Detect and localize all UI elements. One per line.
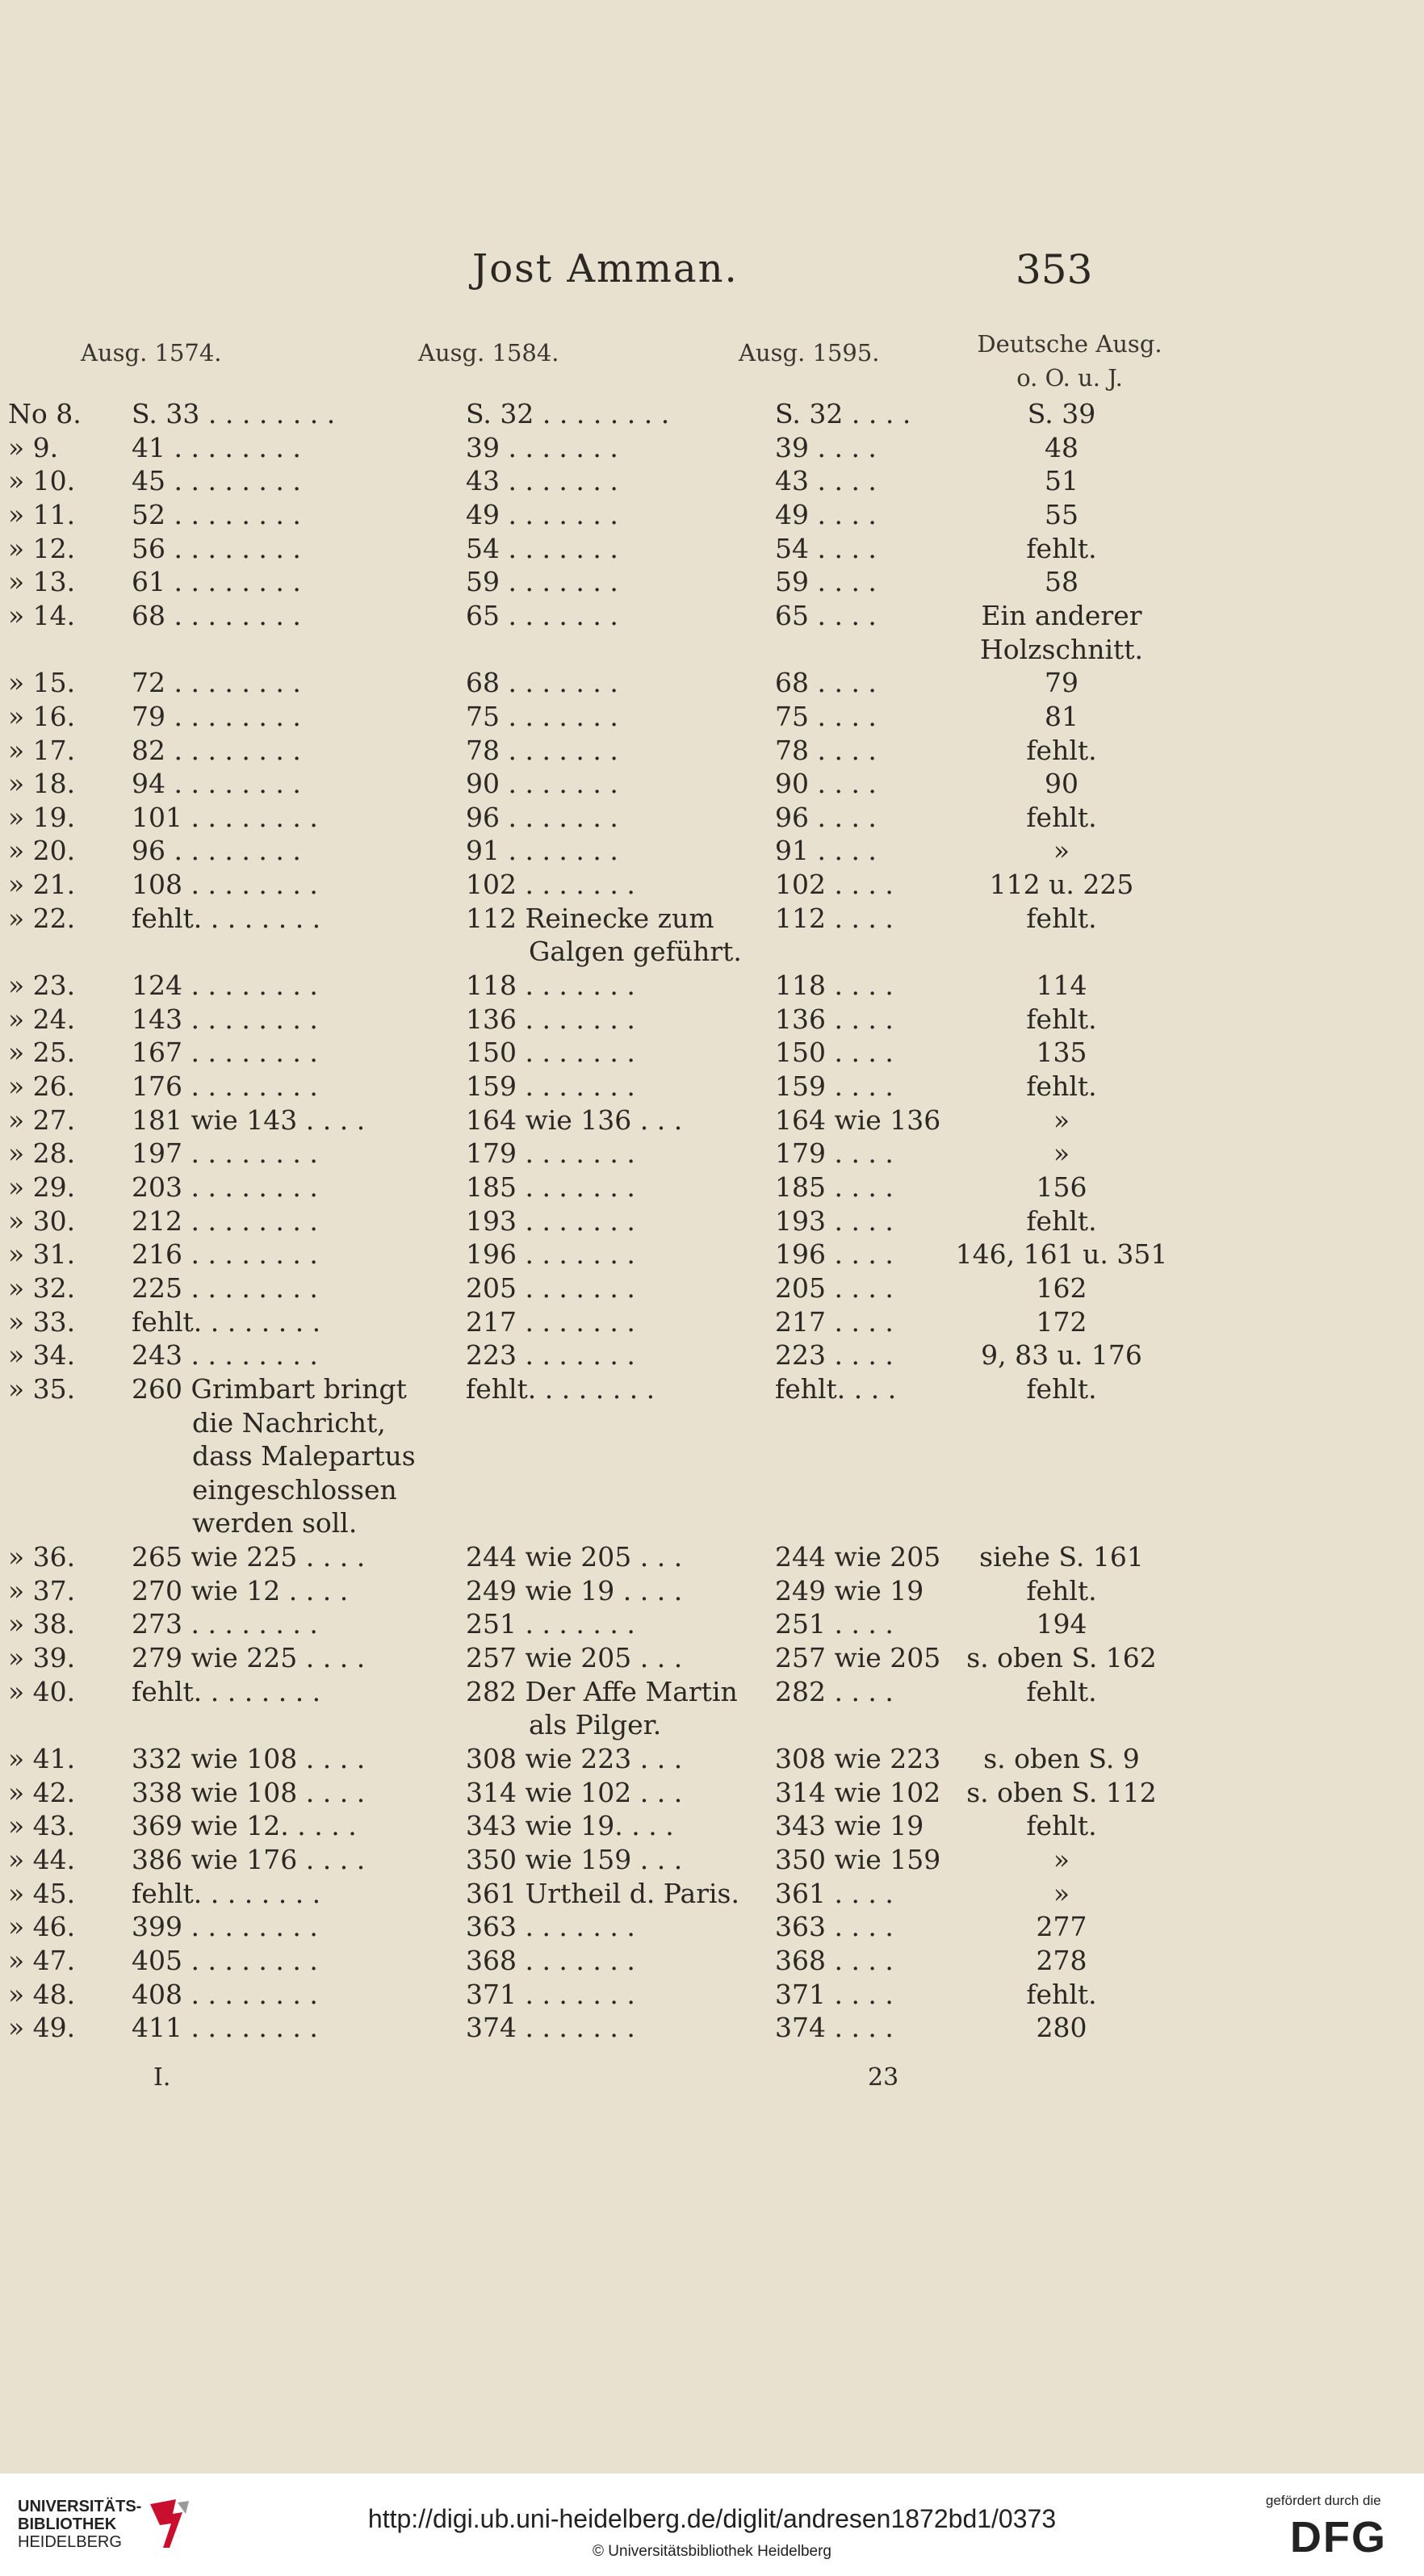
cell-no: No 8. xyxy=(8,398,82,429)
cell-a1584: 49 . . . . . . . xyxy=(466,498,618,530)
cell-a1584: 96 . . . . . . . xyxy=(466,801,618,833)
cell-a1584: 249 wie 19 . . . . xyxy=(466,1574,683,1606)
cell-a1584: 112 Reinecke zum xyxy=(466,902,714,934)
cell-dt: fehlt. xyxy=(1026,1574,1097,1606)
cell-dt: 172 xyxy=(1036,1305,1087,1338)
cell-a1584: 308 wie 223 . . . xyxy=(466,1743,683,1774)
cell-dt: 90 xyxy=(1045,768,1078,800)
cell-a1595: 368 . . . . xyxy=(775,1944,894,1976)
cell-a1595: 43 . . . . xyxy=(775,465,877,497)
cell-no: » 15. xyxy=(8,667,76,699)
cell-a1595: 96 . . . . xyxy=(775,801,877,833)
cell-a1584: 78 . . . . . . . xyxy=(466,734,618,766)
cell-no: » 21. xyxy=(8,869,76,901)
cell-a1595: 374 . . . . xyxy=(775,2012,894,2044)
cell-a1584: 43 . . . . . . . xyxy=(466,465,618,497)
cell-a1584: 361 Urtheil d. Paris. xyxy=(466,1877,739,1909)
cell-no: » 28. xyxy=(8,1137,76,1170)
cell-dt: 58 xyxy=(1045,566,1078,598)
cell-a1574: 405 . . . . . . . . xyxy=(132,1944,318,1976)
cell-a1584: 217 . . . . . . . xyxy=(466,1305,635,1338)
cell-dt: 79 xyxy=(1045,667,1078,699)
cell-no: » 27. xyxy=(8,1104,76,1136)
cell-no: » 36. xyxy=(8,1541,76,1573)
cell-a1584: 91 . . . . . . . xyxy=(466,835,618,867)
cell-no: » 48. xyxy=(8,1978,76,2010)
page-number: 353 xyxy=(1016,246,1093,293)
cell-a1574: 216 . . . . . . . . xyxy=(132,1238,318,1271)
cell-a1595: 179 . . . . xyxy=(775,1137,894,1170)
logo-line-1: UNIVERSITÄTS- xyxy=(18,2498,142,2515)
cell-a1574: 143 . . . . . . . . xyxy=(132,1003,318,1035)
cell-dt: fehlt. xyxy=(1026,1675,1097,1707)
cell-no: » 42. xyxy=(8,1776,76,1808)
copyright-notice: © Universitätsbibliothek Heidelberg xyxy=(593,2543,831,2560)
cell-no: » 41. xyxy=(8,1743,76,1774)
cell-dt: 146, 161 u. 351 xyxy=(955,1238,1168,1271)
cell-no: » 33. xyxy=(8,1305,76,1338)
cell-no: » 24. xyxy=(8,1003,76,1035)
cell-a1574: 72 . . . . . . . . xyxy=(132,667,301,699)
cell-no: » 25. xyxy=(8,1037,76,1069)
cell-no: » 38. xyxy=(8,1608,76,1640)
cell-a1574: 225 . . . . . . . . xyxy=(132,1271,318,1304)
column-header-1574: Ausg. 1574. xyxy=(81,339,222,367)
cell-a1584: 39 . . . . . . . xyxy=(466,431,618,463)
cell-dt: » xyxy=(1053,1877,1070,1909)
cell-a1574: fehlt. . . . . . . . xyxy=(132,1305,321,1338)
cell-a1584: 68 . . . . . . . xyxy=(466,667,618,699)
cell-a1584: 164 wie 136 . . . xyxy=(466,1104,683,1136)
cell-dt: fehlt. xyxy=(1026,532,1097,564)
cell-dt: 135 xyxy=(1036,1037,1087,1069)
cell-dt: » xyxy=(1053,835,1070,867)
cell-a1574: fehlt. . . . . . . . xyxy=(132,1675,321,1707)
cell-a1584: 257 wie 205 . . . xyxy=(466,1642,683,1674)
cell-a1595: 164 wie 136 xyxy=(775,1104,941,1136)
cell-a1595: 159 . . . . xyxy=(775,1070,894,1102)
cell-a1584: 159 . . . . . . . xyxy=(466,1070,635,1102)
cell-no: » 29. xyxy=(8,1171,76,1203)
cell-a1584: 90 . . . . . . . xyxy=(466,768,618,800)
cell-no: » 12. xyxy=(8,532,76,564)
cell-a1595: 363 . . . . xyxy=(775,1911,894,1943)
cell-a1595: S. 32 . . . . xyxy=(775,398,911,429)
cell-a1584: S. 32 . . . . . . . . xyxy=(466,398,670,429)
cell-a1574: 45 . . . . . . . . xyxy=(132,465,301,497)
cell-a1574: 61 . . . . . . . . xyxy=(132,566,301,598)
cell-dt: 9, 83 u. 176 xyxy=(981,1339,1142,1372)
cell-a1574: 68 . . . . . . . . xyxy=(132,599,301,631)
cell-a1584: 75 . . . . . . . xyxy=(466,700,618,732)
cell-a1584: 102 . . . . . . . xyxy=(466,869,635,901)
cell-a1595: 314 wie 102 xyxy=(775,1776,941,1808)
cell-a1595: 78 . . . . xyxy=(775,734,877,766)
cell-no: » 40. xyxy=(8,1675,76,1707)
cell-a1574: S. 33 . . . . . . . . xyxy=(132,398,336,429)
cell-dt: fehlt. xyxy=(1026,902,1097,934)
logo-line-2: BIBLIOTHEK xyxy=(18,2515,117,2533)
cell-no: » 16. xyxy=(8,700,76,732)
cell-no: » 30. xyxy=(8,1204,76,1237)
cell-dt: s. oben S. 162 xyxy=(966,1642,1157,1674)
cell-a1584: 350 wie 159 . . . xyxy=(466,1843,683,1875)
cell-a1574: 243 . . . . . . . . xyxy=(132,1339,318,1372)
cell-a1584: 368 . . . . . . . xyxy=(466,1944,635,1976)
cell-no: » 44. xyxy=(8,1843,76,1875)
cell-a1584: 371 . . . . . . . xyxy=(466,1978,635,2010)
cell-a1595: 361 . . . . xyxy=(775,1877,894,1909)
cell-a1595: 91 . . . . xyxy=(775,835,877,867)
cell-dt: 48 xyxy=(1045,431,1078,463)
cell-no: » 32. xyxy=(8,1271,76,1304)
cell-no: » 45. xyxy=(8,1877,76,1909)
cell-dt: 280 xyxy=(1036,2012,1087,2044)
cell-no: » 18. xyxy=(8,768,76,800)
cell-a1574: 279 wie 225 . . . . xyxy=(132,1642,366,1674)
running-head-title: Jost Amman. xyxy=(472,246,739,291)
cell-dt: s. oben S. 112 xyxy=(966,1776,1157,1808)
column-header-deutsche xyxy=(961,327,1179,395)
cell-no: » 17. xyxy=(8,734,76,766)
cell-a1584: 251 . . . . . . . xyxy=(466,1608,635,1640)
cell-a1574: 411 . . . . . . . . xyxy=(132,2012,318,2044)
cell-a1584: 54 . . . . . . . xyxy=(466,532,618,564)
cell-a1584: als Pilger. xyxy=(529,1709,662,1741)
cell-no: » 20. xyxy=(8,835,76,867)
cell-a1584: 374 . . . . . . . xyxy=(466,2012,635,2044)
cell-a1574: 265 wie 225 . . . . xyxy=(132,1541,366,1573)
cell-dt: Ein anderer xyxy=(981,599,1142,631)
column-header-1595: Ausg. 1595. xyxy=(739,339,880,367)
cell-a1595: 185 . . . . xyxy=(775,1171,894,1203)
cell-dt: 112 u. 225 xyxy=(989,869,1134,901)
cell-dt: 114 xyxy=(1036,970,1087,1002)
column-header-deutsche-line1: Deutsche Ausg. xyxy=(977,330,1162,358)
cell-a1595: 223 . . . . xyxy=(775,1339,894,1372)
signature-number: 23 xyxy=(868,2063,899,2092)
cell-no: » 13. xyxy=(8,566,76,598)
cell-a1595: 308 wie 223 xyxy=(775,1743,941,1774)
cell-dt: 194 xyxy=(1036,1608,1087,1640)
cell-a1595: 150 . . . . xyxy=(775,1037,894,1069)
dfg-logo: DFG xyxy=(1290,2513,1387,2561)
cell-a1574: 260 Grimbart bringt xyxy=(132,1372,407,1405)
cell-a1595: 68 . . . . xyxy=(775,667,877,699)
cell-a1574: 56 . . . . . . . . xyxy=(132,532,301,564)
cell-a1595: 217 . . . . xyxy=(775,1305,894,1338)
permalink-url[interactable]: http://digi.ub.uni-heidelberg.de/diglit/andresen1872bd1/0373 xyxy=(367,2504,1057,2533)
cell-dt: » xyxy=(1053,1137,1070,1170)
cell-a1584: 136 . . . . . . . xyxy=(466,1003,635,1035)
cell-a1574: die Nachricht, xyxy=(192,1406,386,1439)
cell-a1574: 386 wie 176 . . . . xyxy=(132,1843,366,1875)
cell-a1595: 136 . . . . xyxy=(775,1003,894,1035)
cell-no: » 49. xyxy=(8,2012,76,2044)
cell-no: » 34. xyxy=(8,1339,76,1372)
cell-a1584: 205 . . . . . . . xyxy=(466,1271,635,1304)
cell-dt: 55 xyxy=(1045,498,1078,530)
cell-a1584: 196 . . . . . . . xyxy=(466,1238,635,1271)
cell-no: » 26. xyxy=(8,1070,76,1102)
cell-dt: S. 39 xyxy=(1027,398,1096,429)
cell-a1595: 75 . . . . xyxy=(775,700,877,732)
cell-a1584: 118 . . . . . . . xyxy=(466,970,635,1002)
cell-a1574: 273 . . . . . . . . xyxy=(132,1608,318,1640)
cell-a1584: 65 . . . . . . . xyxy=(466,599,618,631)
cell-a1595: 59 . . . . xyxy=(775,566,877,598)
cell-a1574: fehlt. . . . . . . . xyxy=(132,902,321,934)
cell-dt: siehe S. 161 xyxy=(979,1541,1144,1573)
cell-no: » 11. xyxy=(8,498,76,530)
cell-a1574: 96 . . . . . . . . xyxy=(132,835,301,867)
cell-dt: fehlt. xyxy=(1026,801,1097,833)
cell-a1584: 185 . . . . . . . xyxy=(466,1171,635,1203)
cell-dt: fehlt. xyxy=(1026,1810,1097,1842)
cell-a1595: 49 . . . . xyxy=(775,498,877,530)
cell-no: » 37. xyxy=(8,1574,76,1606)
cell-a1574: 41 . . . . . . . . xyxy=(132,431,301,463)
signature-mark: I. xyxy=(153,2063,171,2092)
cell-a1574: 399 . . . . . . . . xyxy=(132,1911,318,1943)
cell-no: » 9. xyxy=(8,431,59,463)
cell-a1595: 90 . . . . xyxy=(775,768,877,800)
cell-a1584: 150 . . . . . . . xyxy=(466,1037,635,1069)
cell-dt: fehlt. xyxy=(1026,734,1097,766)
cell-a1595: 39 . . . . xyxy=(775,431,877,463)
column-header-deutsche-line2: o. O. u. J. xyxy=(1016,364,1123,392)
cell-dt: fehlt. xyxy=(1026,1978,1097,2010)
cell-a1574: 197 . . . . . . . . xyxy=(132,1137,318,1170)
cell-a1584: 282 Der Affe Martin xyxy=(466,1675,738,1707)
cell-dt: 51 xyxy=(1045,465,1078,497)
cell-a1584: fehlt. . . . . . . . xyxy=(466,1372,655,1405)
cell-a1584: 223 . . . . . . . xyxy=(466,1339,635,1372)
cell-no: » 39. xyxy=(8,1642,76,1674)
cell-no: » 35. xyxy=(8,1372,76,1405)
cell-a1595: 65 . . . . xyxy=(775,599,877,631)
cell-no: » 22. xyxy=(8,902,76,934)
cell-a1584: 314 wie 102 . . . xyxy=(466,1776,683,1808)
cell-dt: 278 xyxy=(1036,1944,1087,1976)
cell-a1595: 205 . . . . xyxy=(775,1271,894,1304)
cell-dt: 81 xyxy=(1045,700,1078,732)
cell-a1584: 59 . . . . . . . xyxy=(466,566,618,598)
cell-a1595: 350 wie 159 xyxy=(775,1843,941,1875)
cell-dt: Holzschnitt. xyxy=(979,633,1144,665)
cell-no: » 19. xyxy=(8,801,76,833)
cell-a1574: eingeschlossen xyxy=(192,1473,397,1506)
cell-dt: 156 xyxy=(1036,1171,1087,1203)
cell-a1584: 179 . . . . . . . xyxy=(466,1137,635,1170)
cell-dt: s. oben S. 9 xyxy=(983,1743,1140,1774)
cell-a1595: 102 . . . . xyxy=(775,869,894,901)
cell-no: » 43. xyxy=(8,1810,76,1842)
cell-a1595: 193 . . . . xyxy=(775,1204,894,1237)
cell-a1595: 257 wie 205 xyxy=(775,1642,941,1674)
cell-a1574: 101 . . . . . . . . xyxy=(132,801,318,833)
cell-a1574: 338 wie 108 . . . . xyxy=(132,1776,366,1808)
cell-a1584: Galgen geführt. xyxy=(529,936,742,968)
cell-a1574: dass Malepartus xyxy=(192,1440,416,1472)
cell-a1584: 244 wie 205 . . . xyxy=(466,1541,683,1573)
cell-a1574: 332 wie 108 . . . . xyxy=(132,1743,366,1774)
cell-a1595: 112 . . . . xyxy=(775,902,894,934)
cell-a1574: 94 . . . . . . . . xyxy=(132,768,301,800)
cell-a1595: 244 wie 205 xyxy=(775,1541,941,1573)
cell-a1595: 54 . . . . xyxy=(775,532,877,564)
cell-a1595: fehlt. . . . xyxy=(775,1372,897,1405)
cell-dt: fehlt. xyxy=(1026,1003,1097,1035)
cell-dt: fehlt. xyxy=(1026,1204,1097,1237)
cell-a1584: 193 . . . . . . . xyxy=(466,1204,635,1237)
cell-a1595: 249 wie 19 xyxy=(775,1574,924,1606)
cell-a1574: 79 . . . . . . . . xyxy=(132,700,301,732)
cell-dt: fehlt. xyxy=(1026,1372,1097,1405)
cell-a1595: 251 . . . . xyxy=(775,1608,894,1640)
cell-a1595: 196 . . . . xyxy=(775,1238,894,1271)
cell-a1574: 270 wie 12 . . . . xyxy=(132,1574,349,1606)
cell-dt: » xyxy=(1053,1104,1070,1136)
funding-note: gefördert durch die xyxy=(1266,2493,1381,2508)
cell-no: » 47. xyxy=(8,1944,76,1976)
cell-no: » 46. xyxy=(8,1911,76,1943)
cell-no: » 10. xyxy=(8,465,76,497)
cell-dt: 277 xyxy=(1036,1911,1087,1943)
cell-no: » 23. xyxy=(8,970,76,1002)
cell-a1584: 363 . . . . . . . xyxy=(466,1911,635,1943)
library-footer xyxy=(0,2473,1424,2576)
cell-a1574: 212 . . . . . . . . xyxy=(132,1204,318,1237)
cell-a1574: 181 wie 143 . . . . xyxy=(132,1104,366,1136)
cell-a1574: 408 . . . . . . . . xyxy=(132,1978,318,2010)
cell-no: » 31. xyxy=(8,1238,76,1271)
cell-a1584: 343 wie 19. . . . xyxy=(466,1810,674,1842)
cell-a1595: 343 wie 19 xyxy=(775,1810,924,1842)
cell-a1595: 282 . . . . xyxy=(775,1675,894,1707)
cell-no: » 14. xyxy=(8,599,76,631)
logo-line-3: HEIDELBERG xyxy=(18,2533,122,2551)
cell-a1574: 369 wie 12. . . . . xyxy=(132,1810,357,1842)
cell-a1574: 203 . . . . . . . . xyxy=(132,1171,318,1203)
cell-dt: » xyxy=(1053,1843,1070,1875)
cell-a1574: 176 . . . . . . . . xyxy=(132,1070,318,1102)
cell-a1574: 124 . . . . . . . . xyxy=(132,970,318,1002)
cell-a1595: 371 . . . . xyxy=(775,1978,894,2010)
cell-a1574: 167 . . . . . . . . xyxy=(132,1037,318,1069)
cell-a1574: 108 . . . . . . . . xyxy=(132,869,318,901)
cell-dt: 162 xyxy=(1036,1271,1087,1304)
cell-a1574: 82 . . . . . . . . xyxy=(132,734,301,766)
cell-a1574: fehlt. . . . . . . . xyxy=(132,1877,321,1909)
cell-a1595: 118 . . . . xyxy=(775,970,894,1002)
cell-a1574: 52 . . . . . . . . xyxy=(132,498,301,530)
column-header-1584: Ausg. 1584. xyxy=(418,339,559,367)
cell-dt: fehlt. xyxy=(1026,1070,1097,1102)
cell-a1574: werden soll. xyxy=(192,1507,358,1539)
